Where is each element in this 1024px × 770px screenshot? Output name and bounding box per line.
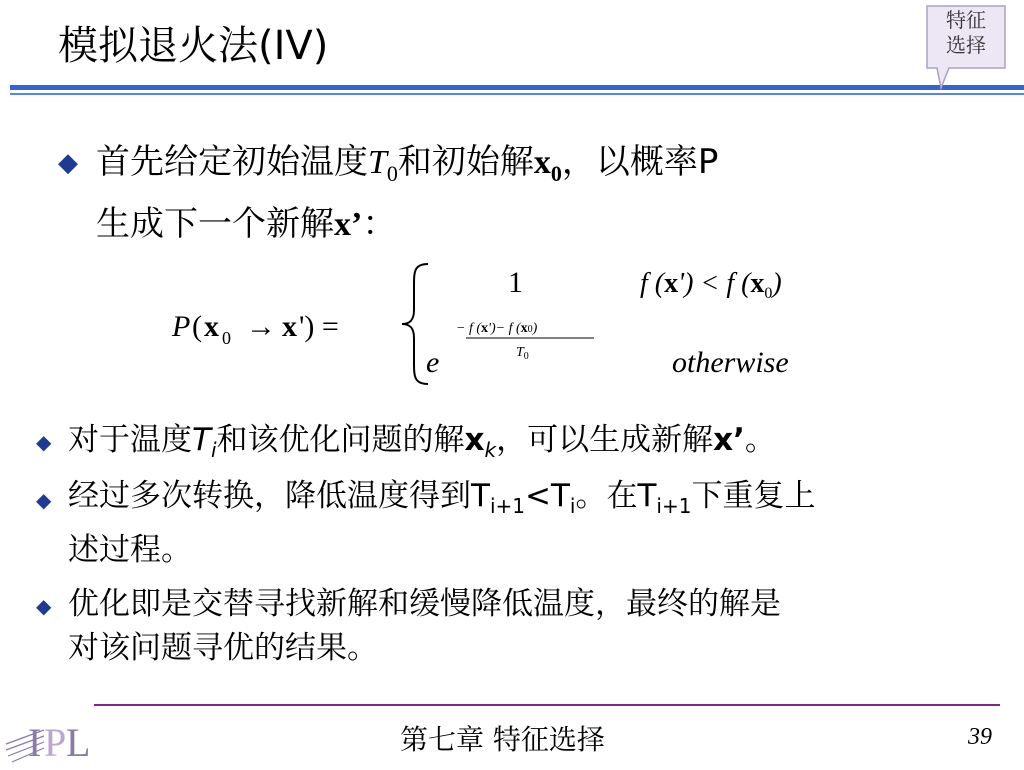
main-bullet-part1: 首先给定初始温度 (96, 142, 368, 182)
formula-case2-condition: otherwise (672, 346, 789, 379)
bullet-2-sub1: i+1 (489, 494, 525, 519)
svg-text:I: I (28, 720, 42, 765)
footer-divider (94, 704, 1000, 706)
formula-arrow: → (246, 310, 276, 343)
bullet-1-text (68, 418, 776, 472)
diamond-bullet-icon: ◆ (36, 488, 52, 512)
main-bullet-part3: ，以概率P (561, 142, 719, 182)
slide-title: 模拟退火法(IV) (58, 23, 329, 69)
formula-exponent-denominator: $T_0$ (516, 345, 529, 362)
svg-text:P: P (44, 720, 67, 765)
bullet-1-xprime: x’ (713, 422, 745, 458)
page-number: 39 (968, 724, 992, 750)
temp-subscript: 0 (386, 160, 398, 186)
bullet-1-part-c: 和该优化问题的解 (216, 422, 465, 458)
x0-subscript: 0 (550, 160, 562, 186)
formula-x: x (204, 310, 219, 343)
diamond-bullet-icon: ◆ (36, 430, 52, 454)
formula-xprime: x (282, 310, 297, 343)
callout-line2: 选择 (946, 33, 986, 57)
bullet-2-sub2: i (569, 494, 576, 519)
bullet-1-part-a: 对于温度 (68, 422, 192, 458)
temp-symbol: T (368, 144, 387, 181)
x0-symbol: x (533, 144, 551, 181)
callout-line1: 特征 (946, 8, 986, 32)
bullet-2-line2: 述过程。 (68, 532, 192, 569)
probability-formula (160, 258, 880, 388)
bullet-2-part-d: 下重复上 (691, 478, 816, 514)
bullet-2-sub3: i+1 (656, 494, 692, 519)
main-bullet-part2: 和初始解 (397, 142, 534, 182)
bullet-1-part-e: ，可以生成新解 (496, 422, 714, 458)
bullet-2-part-a: 经过多次转换，降低温度得到T (68, 478, 490, 514)
formula-brace (402, 264, 428, 384)
diamond-bullet-icon: ◆ (36, 594, 52, 618)
bullet-2-text (68, 474, 815, 572)
main-bullet-line2-prefix: 生成下一个新解 (96, 203, 334, 244)
bullet-3-text (68, 582, 781, 670)
bullet-1-Ti-sub: i (210, 438, 217, 463)
bullet-1-Ti: T (192, 422, 211, 458)
bullet-3-line1: 优化即是交替寻找新解和缓慢降低温度，最终的解是 (68, 586, 781, 622)
formula-prime-rparen: ') = (299, 310, 339, 343)
diamond-bullet-icon: ◆ (58, 148, 78, 178)
section-callout[interactable] (925, 4, 1007, 74)
bullet-1-end: 。 (744, 422, 776, 458)
footer-chapter: 第七章 特征选择 (400, 723, 605, 756)
bullet-1-xk: x (464, 422, 485, 458)
svg-text:L: L (66, 720, 91, 765)
main-bullet-line2-suffix: ： (362, 203, 397, 244)
title-underline (10, 85, 1024, 90)
formula-P: P (172, 310, 191, 343)
bullet-3-line2: 对该问题寻优的结果。 (68, 630, 378, 666)
formula-case1-value: 1 (508, 266, 523, 299)
lab-logo (4, 706, 96, 766)
bullet-1-xk-sub: k (484, 438, 497, 463)
formula-e: e (426, 346, 440, 379)
formula-case1-condition: f (x') < f $(x_0)$ (640, 268, 782, 302)
bullet-2-part-b: <T (524, 478, 570, 514)
main-bullet-text (96, 137, 718, 250)
title-underline-thin (10, 93, 1024, 95)
formula-x0-sub: 0 (222, 328, 231, 348)
bullet-2-part-c: 。在T (575, 478, 657, 514)
formula-lparen: ( (192, 310, 202, 343)
formula-exponent-numerator: − f (x')− f (x0) (456, 321, 538, 336)
x-prime-symbol: x’ (334, 205, 363, 243)
